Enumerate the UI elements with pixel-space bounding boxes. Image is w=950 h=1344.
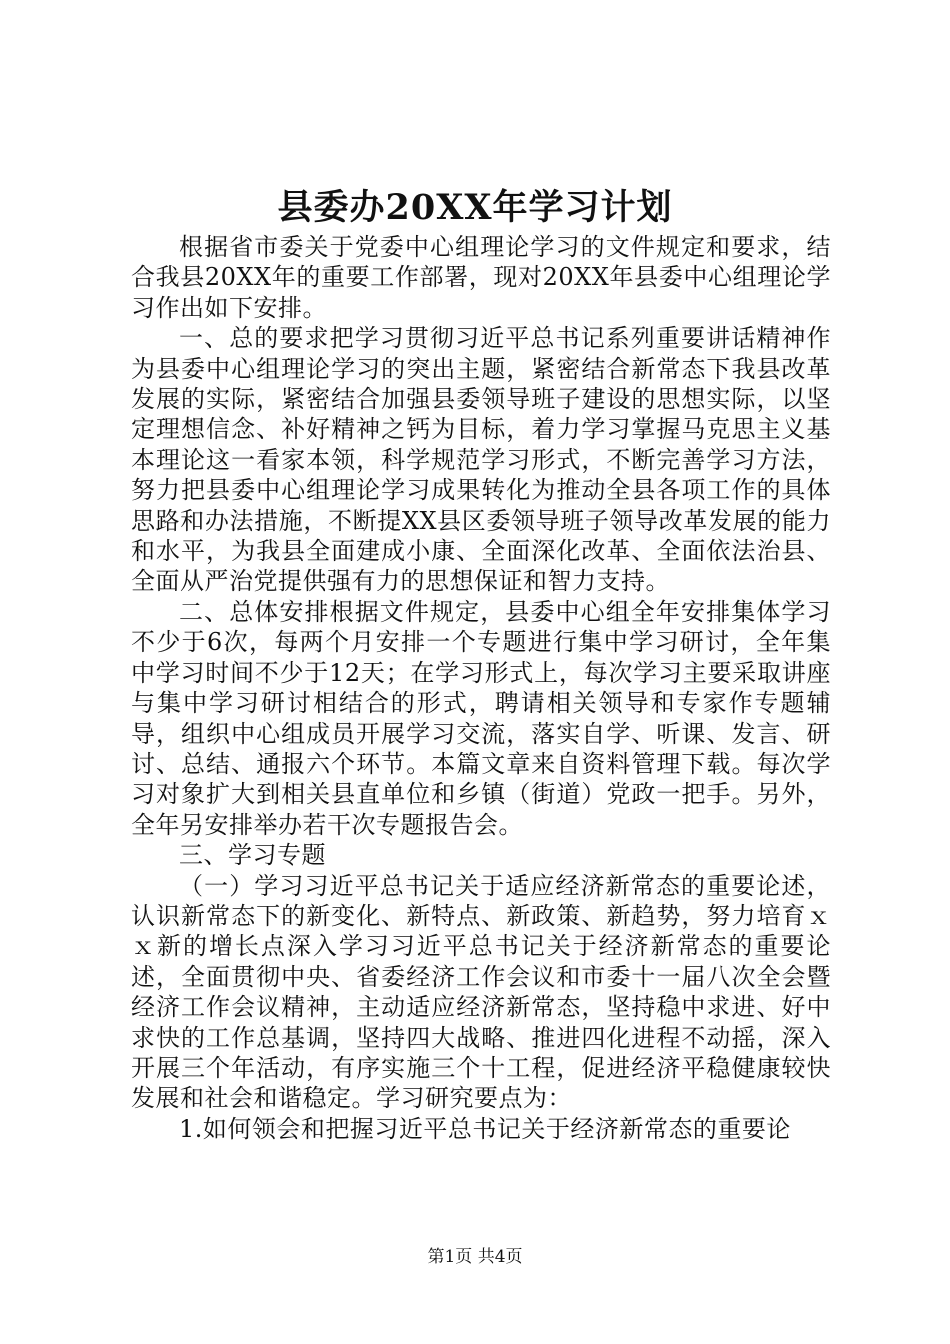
document-title: 县委办20XX年学习计划 xyxy=(277,187,673,228)
paragraph-intro: 根据省市委关于党委中心组理论学习的文件规定和要求，结合我县20XX年的重要工作部署，现对20XX年县委中心组理论学习作出如下安排。 xyxy=(131,233,831,322)
document-body xyxy=(131,232,831,1144)
section-heading-study-topics: 三、学习专题 xyxy=(179,841,326,870)
paragraph-general-requirements: 一、总的要求把学习贯彻习近平总书记系列重要讲话精神作为县委中心组理论学习的突出主题，紧密结合新常态下我县改革发展的实际，紧密结合加强县委领导班子建设的思想实际，以坚定理想信念、补好精神之钙为目标，着力学习掌握马克思主义基本理论这一看家本领，科学规范学习形式，不断完善学习方法，努力把县委中心组理论学习成果转化为推动全县各项工作的具体思路和办法措施，不断提XX县区委领导班子领导改革发展的能力和水平，为我县全面建成小康、全面深化改革、全面依法治县、全面从严治党提供强有力的思想保证和智力支持。 xyxy=(131,324,831,596)
paragraph-point-one: 1.如何领会和把握习近平总书记关于经济新常态的重要论 xyxy=(179,1114,791,1143)
page-footer: 第1页 共4页 xyxy=(427,1247,523,1267)
paragraph-overall-arrangement: 二、总体安排根据文件规定，县委中心组全年安排集体学习不少于6次，每两个月安排一个专题进行集中学习研讨，全年集中学习时间不少于12天；在学习形式上，每次学习主要采取讲座与集中学习研讨相结合的形式，聘请相关领导和专家作专题辅导，组织中心组成员开展学习交流，落实自学、听课、发言、研讨、总结、通报六个环节。本篇文章来自资料管理下载。每次学习对象扩大到相关县直单位和乡镇（街道）党政一把手。另外，全年另安排举办若干次专题报告会。 xyxy=(131,597,831,839)
paragraph-topic-one: （一）学习习近平总书记关于适应经济新常态的重要论述，认识新常态下的新变化、新特点、新政策、新趋势，努力培育ｘｘ新的增长点深入学习习近平总书记关于经济新常态的重要论述，全面贯彻中央、省委经济工作会议和市委十一届八次全会暨经济工作会议精神，主动适应经济新常态，坚持稳中求进、好中求快的工作总基调，坚持四大战略、推进四化进程不动摇，深入开展三个年活动，有序实施三个十工程，促进经济平稳健康较快发展和社会和谐稳定。学习研究要点为： xyxy=(131,871,831,1113)
